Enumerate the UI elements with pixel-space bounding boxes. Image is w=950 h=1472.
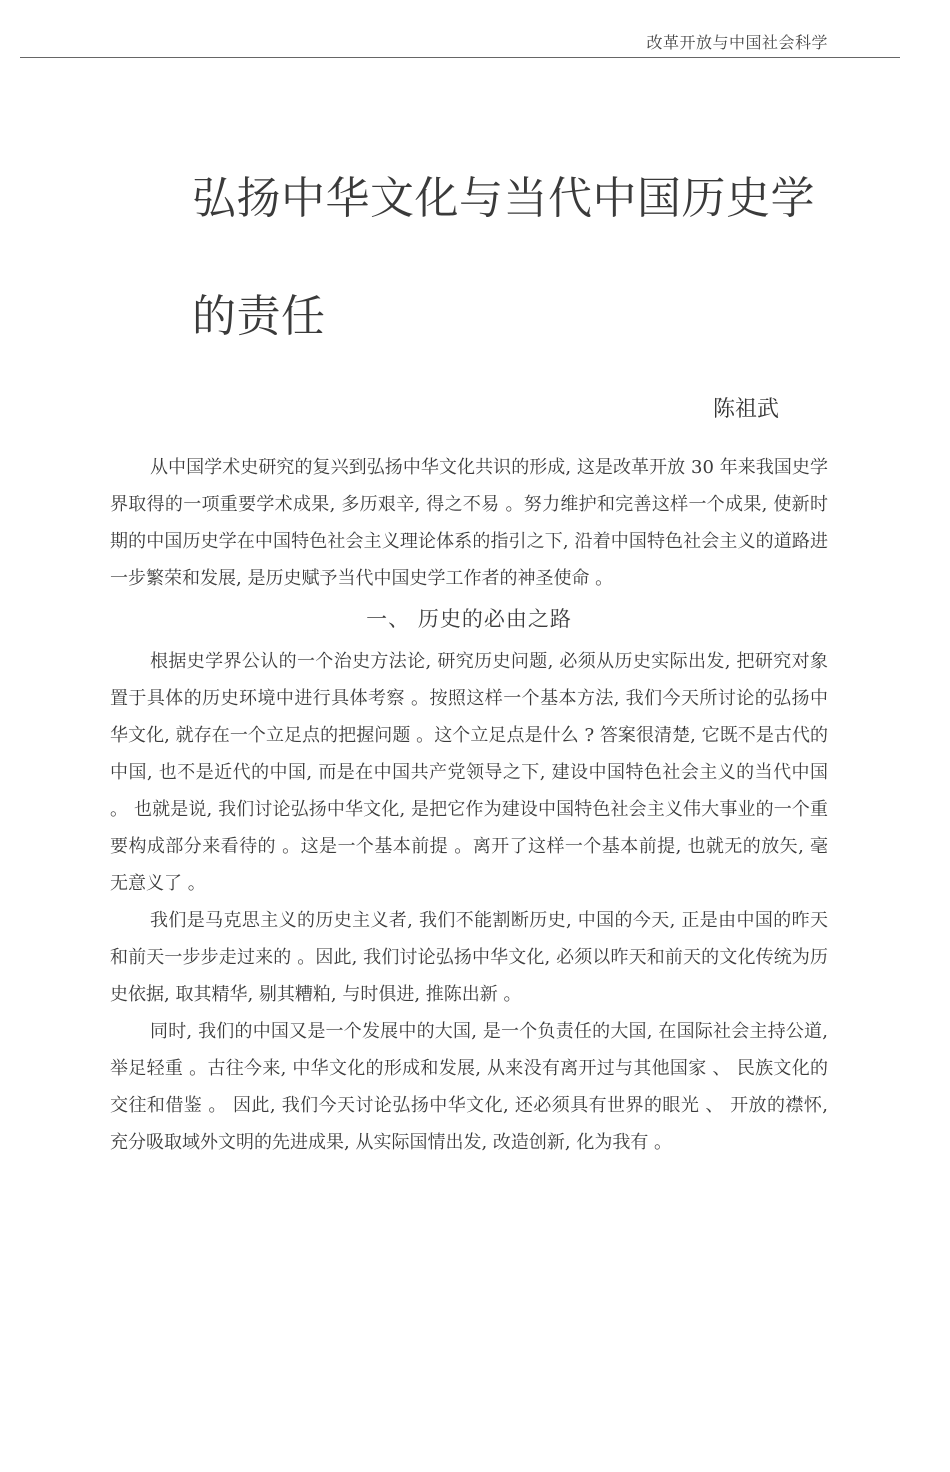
article-author: 陈祖武 — [713, 397, 780, 422]
intro-paragraph: 从中国学术史研究的复兴到弘扬中华文化共识的形成, 这是改革开放 30 年来我国史学界取得的一项重要学术成果, 多历艰辛, 得之不易 。努力维护和完善这样一个成果, 使新时期的中国历史学在中国特色社会主义理论体系的指引之下, 沿着中国特色社会主义的道路进一步繁荣和发展, 是历史赋予当代中国史学工作者的神圣使命 。 — [110, 457, 828, 589]
running-header-journal-title: 改革开放与中国社会科学 — [646, 33, 828, 52]
article-body — [110, 449, 828, 1161]
article-title: 弘扬中华文化与当代中国历史学的责任 — [192, 173, 815, 342]
section-heading: 一、 历史的必由之路 — [366, 607, 572, 631]
body-paragraph: 我们是马克思主义的历史主义者, 我们不能割断历史, 中国的今天, 正是由中国的昨天和前天一步步走过来的 。因此, 我们讨论弘扬中华文化, 必须以昨天和前天的文化传统为历史依据, 取其精华, 剔其糟粕, 与时俱进, 推陈出新 。 — [110, 910, 828, 1005]
body-paragraph: 同时, 我们的中国又是一个发展中的大国, 是一个负责任的大国, 在国际社会主持公道, 举足轻重 。古往今来, 中华文化的形成和发展, 从来没有离开过与其他国家 、 民族文化的交往和借鉴 。 因此, 我们今天讨论弘扬中华文化, 还必须具有世界的眼光 、 开放的襟怀, 充分吸取域外文明的先进成果, 从实际国情出发, 改造创新, 化为我有 。 — [110, 1021, 828, 1153]
header-rule — [20, 57, 900, 58]
body-paragraph: 根据史学界公认的一个治史方法论, 研究历史问题, 必须从历史实际出发, 把研究对象置于具体的历史环境中进行具体考察 。按照这样一个基本方法, 我们今天所讨论的弘扬中华文化, 就存在一个立足点的把握问题 。这个立足点是什么 ? 答案很清楚, 它既不是古代的中国, 也不是近代的中国, 而是在中国共产党领导之下, 建设中国特色社会主义的当代中国 。 也就是说, 我们讨论弘扬中华文化, 是把它作为建设中国特色社会主义伟大事业的一个重要构成部分来看待的 。这是一个基本前提 。离开了这样一个基本前提, 也就无的放矢, 毫无意义了 。 — [110, 651, 828, 894]
